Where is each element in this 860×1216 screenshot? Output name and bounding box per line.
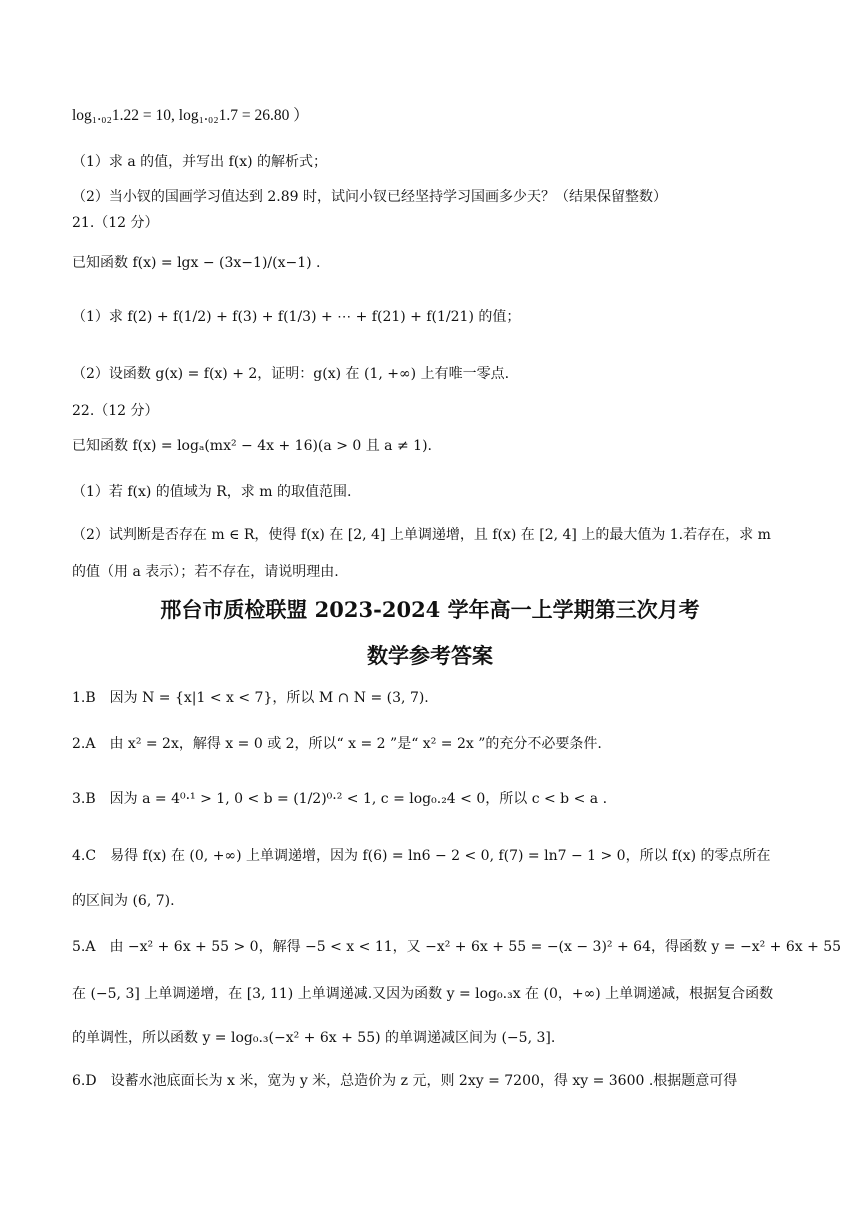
log-values-continuation: log₁.₀₂1.22 = 10, log₁.₀₂1.7 = 26.80 ） [72,107,309,124]
q21-part1: （1）求 f(2) + f(1/2) + f(3) + f(1/3) + ⋯ + f(21) + f(1/21) 的值； [72,309,521,325]
answer-4-line1: 4.C 易得 f(x) 在 (0, +∞) 上单调递增，因为 f(6) = ln6 − 2 < 0, f(7) = ln7 − 1 > 0，所以 f(x) 的零点所在 [72,848,771,864]
q21-part2: （2）设函数 g(x) = f(x) + 2，证明：g(x) 在 (1, +∞) 上有唯一零点. [72,366,510,382]
q22-stem: 已知函数 f(x) = logₐ(mx² − 4x + 16)(a > 0 且 a ≠ 1). [72,438,432,454]
q22-header: 22.（12 分） [72,403,159,419]
answer-5-line2: 在 (−5, 3] 上单调递增，在 [3, 11) 上单调递减.又因为函数 y = log₀.₃x 在 (0，+∞) 上单调递减，根据复合函数 [72,986,774,1002]
answer-title: 邢台市质检联盟 2023-2024 学年高一上学期第三次月考 [160,597,700,622]
answer-6: 6.D 设蓄水池底面长为 x 米，宽为 y 米，总造价为 z 元，则 2xy = 7200，得 xy = 3600 .根据题意可得 [72,1073,738,1089]
q22-part1: （1）若 f(x) 的值域为 R，求 m 的取值范围. [72,484,352,500]
answer-1: 1.B 因为 N = {x|1 < x < 7}，所以 M ∩ N = (3, 7). [72,690,429,706]
q20-part2: （2）当小钗的国画学习值达到 2.89 时，试问小钗已经坚持学习国画多少天？（结果保留整数） [72,189,667,205]
answer-5-line3: 的单调性，所以函数 y = log₀.₃(−x² + 6x + 55) 的单调递减区间为 (−5, 3]. [72,1030,556,1046]
q22-part2-line1: （2）试判断是否存在 m ∈ R，使得 f(x) 在 [2, 4] 上单调递增，且 f(x) 在 [2, 4] 上的最大值为 1.若存在，求 m [72,527,771,543]
q22-part2-line2: 的值（用 a 表示）；若不存在，请说明理由. [72,564,339,580]
answer-4-line2: 的区间为 (6, 7). [72,893,175,909]
answer-5-line1: 5.A 由 −x² + 6x + 55 > 0，解得 −5 < x < 11，又 −x² + 6x + 55 = −(x − 3)² + 64，得函数 y = −x² + 6x + 55 [72,939,842,955]
q20-part1: （1）求 a 的值，并写出 f(x) 的解析式； [72,154,328,170]
answer-2: 2.A 由 x² = 2x，解得 x = 0 或 2，所以“ x = 2 ”是“ x² = 2x ”的充分不必要条件. [72,736,602,752]
q21-header: 21.（12 分） [72,215,159,231]
answer-subtitle: 数学参考答案 [367,643,493,668]
q21-stem: 已知函数 f(x) = lgx − (3x−1)/(x−1) . [72,255,321,271]
answer-3: 3.B 因为 a = 4⁰·¹ > 1, 0 < b = (1/2)⁰·² < 1, c = log₀.₂4 < 0，所以 c < b < a . [72,791,608,807]
